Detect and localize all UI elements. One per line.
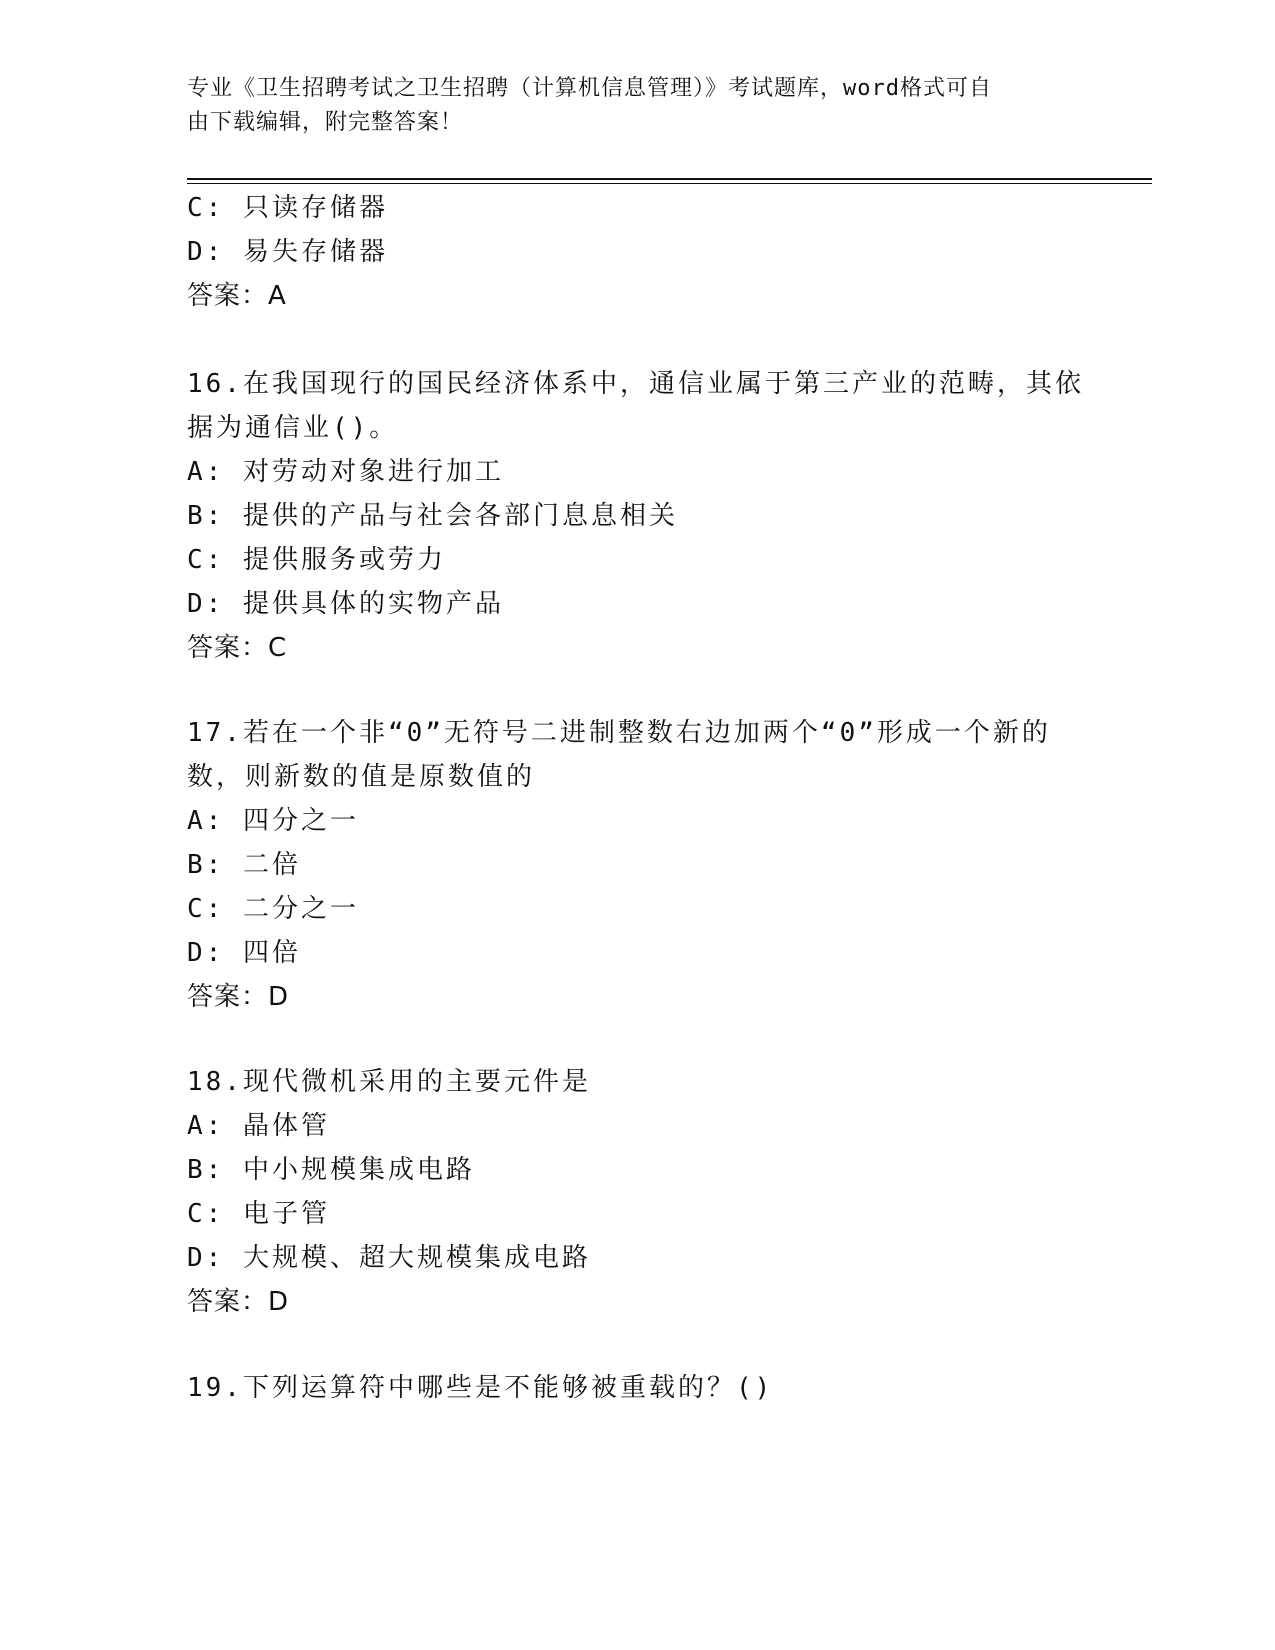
question-17-option-a: A: 四分之一 (187, 806, 359, 836)
question-17-stem-line-2: 数，则新数的值是原数值的 (187, 762, 536, 792)
question-16-option-b: B: 提供的产品与社会各部门息息相关 (187, 501, 678, 531)
document-header (187, 72, 1067, 140)
question-19-stem-line-1: 19.下列运算符中哪些是不能够被重载的？() (187, 1373, 774, 1403)
prev-answer: 答案：A (187, 281, 287, 311)
question-17-option-b: B: 二倍 (187, 850, 301, 880)
question-16-answer: 答案：C (187, 633, 288, 663)
question-16-option-a: A: 对劳动对象进行加工 (187, 457, 504, 487)
question-18-answer: 答案：D (187, 1287, 290, 1317)
question-17-option-d: D: 四倍 (187, 938, 301, 968)
question-18-option-a: A: 晶体管 (187, 1111, 330, 1141)
header-line-1: 专业《卫生招聘考试之卫生招聘（计算机信息管理）》考试题库，word格式可自 (187, 76, 992, 101)
question-16-stem-line-1: 16.在我国现行的国民经济体系中，通信业属于第三产业的范畴，其依 (187, 369, 1084, 399)
question-16-option-d: D: 提供具体的实物产品 (187, 589, 504, 619)
question-17-option-c: C: 二分之一 (187, 894, 359, 924)
question-16-option-c: C: 提供服务或劳力 (187, 545, 446, 575)
question-16-stem-line-2: 据为通信业()。 (187, 413, 399, 443)
header-rule-thick (187, 178, 1152, 180)
question-18-option-d: D: 大规模、超大规模集成电路 (187, 1243, 591, 1273)
prev-option-d: D: 易失存储器 (187, 237, 388, 267)
question-17-answer: 答案：D (187, 982, 290, 1012)
header-rule-thin (187, 183, 1152, 184)
question-18-stem-line-1: 18.现代微机采用的主要元件是 (187, 1067, 591, 1097)
question-18-option-b: B: 中小规模集成电路 (187, 1155, 475, 1185)
question-18-option-c: C: 电子管 (187, 1199, 330, 1229)
prev-option-c: C: 只读存储器 (187, 193, 388, 223)
header-line-2: 由下载编辑，附完整答案！ (187, 110, 464, 135)
question-17-stem-line-1: 17.若在一个非“0”无符号二进制整数右边加两个“0”形成一个新的 (187, 718, 1051, 748)
